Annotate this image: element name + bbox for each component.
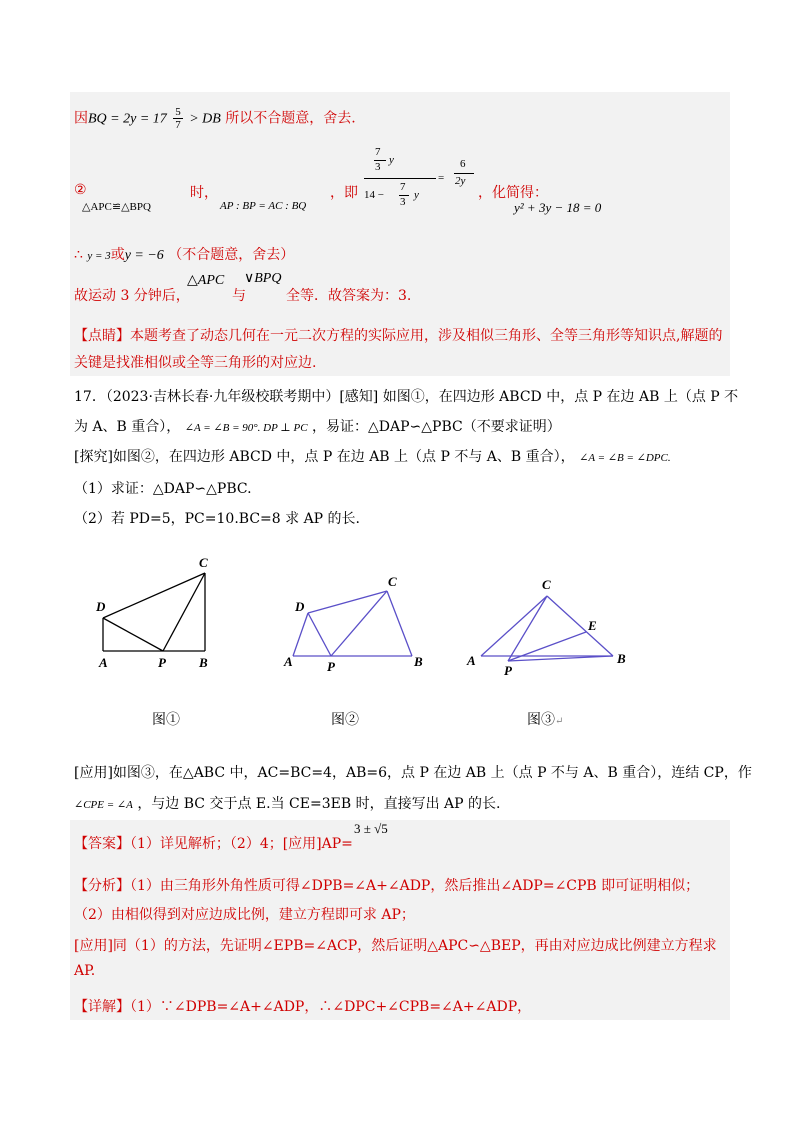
quadratic-equation: y² + 3y − 18 = 0 <box>514 200 602 215</box>
problem-line-4: （1）求证：△DAP∽△PBC. <box>74 481 252 497</box>
fig2-label-D: D <box>295 599 305 614</box>
analysis-label: 【分析】 <box>74 878 130 894</box>
fig1-label-A: A <box>99 655 108 670</box>
figure-1 <box>103 573 205 651</box>
app-line-1: [应用]如图③，在△ABC 中，AC=BC=4，AB=6，点 P 在边 AB 上（点 P 不与 A、B 重合），连结 CP，作 <box>74 765 752 781</box>
math-expr: BQ = 2y = 17 <box>88 111 167 127</box>
ji-text: ，即 <box>330 185 358 201</box>
fig1-label-P: P <box>158 655 166 670</box>
analysis-line-2: （2）由相似得到对应边成比例，建立方程即可求 AP； <box>74 907 415 923</box>
problem-line-2-b: ，易证：△DAP∽△PBC（不要求证明） <box>312 419 561 435</box>
problem-line-2-math: ∠A = ∠B = 90°. DP ⊥ PC <box>184 422 308 434</box>
fig2-label-A: A <box>284 654 293 669</box>
detail-line-1 <box>74 996 531 1016</box>
frac-den: 7 <box>175 119 181 131</box>
fig1-caption: 图① <box>152 712 180 728</box>
frac-top-y: y <box>389 154 394 166</box>
figures <box>0 550 800 690</box>
frac-main-bar <box>364 178 436 179</box>
math-expr-after: > DB <box>189 111 221 127</box>
frac-bottom-den: 3 <box>400 196 406 208</box>
fig3-label-B: B <box>617 651 626 666</box>
fig3-label-P: P <box>504 663 512 678</box>
frac-top-num: 7 <box>375 146 381 158</box>
circ-number: ② <box>74 182 87 198</box>
and-text: 与 <box>232 288 246 304</box>
fig2-label-B: B <box>414 654 423 669</box>
problem-line-2-a: 为 A、B 重合）， <box>74 419 181 435</box>
problem-line-2 <box>74 416 561 436</box>
fig3-caption <box>527 709 563 729</box>
or-text: 或 <box>110 247 125 263</box>
fraction <box>173 106 183 131</box>
line4-suffix: 全等．故答案为：3. <box>286 288 412 304</box>
therefore: ∴ <box>74 247 83 263</box>
rhs-den: 2y <box>455 175 466 187</box>
comment-line-1: 【点睛】本题考查了动态几何在一元二次方程的实际应用，涉及相似三角形、全等三角形等知识点,解题的 <box>74 328 723 344</box>
detail-text-1: （1）∵∠DPB=∠A+∠ADP，∴∠DPC+∠CPB=∠A+∠ADP， <box>130 999 532 1015</box>
analysis-line-4: AP. <box>74 963 96 979</box>
fig3-label-C: C <box>542 577 551 592</box>
comment-line-2: 关键是找准相似或全等三角形的对应边. <box>74 355 317 371</box>
problem-line-3 <box>74 446 671 466</box>
problem-line-1: 17．（2023·吉林长春·九年级校联考期中）[感知] 如图①，在四边形 ABCD 中，点 P 在边 AB 上（点 P 不 <box>74 389 739 405</box>
app-line-2 <box>74 793 500 813</box>
triangle-apc: △APC <box>187 273 225 288</box>
fig3-caption-text: 图③ <box>527 712 555 728</box>
figure-2 <box>293 591 412 656</box>
analysis-line-1 <box>74 875 699 895</box>
paragraph-mark: ↵ <box>555 716 564 727</box>
fig2-caption: 图② <box>331 712 359 728</box>
frac-top-den: 3 <box>375 161 381 173</box>
answer-label: 【答案】 <box>74 836 130 852</box>
fig1-label-C: C <box>199 555 208 570</box>
frac-bottom-num: 7 <box>400 181 406 193</box>
answer-line <box>74 833 353 853</box>
text-prefix: 因 <box>74 110 88 127</box>
fig1-label-B: B <box>199 655 208 670</box>
congruence-cond: △APC≌△BPQ <box>82 201 151 213</box>
frac-num: 5 <box>175 106 181 118</box>
answer-value: 3 ± √5 <box>354 821 388 836</box>
answer-text: （1）详见解析；（2）4；[应用]AP= <box>130 836 353 852</box>
frac-bottom-text: 14 − <box>364 189 384 201</box>
frac-bottom-y: y <box>414 189 419 201</box>
analysis-text-1: （1）由三角形外角性质可得∠DPB=∠A+∠ADP，然后推出∠ADP=∠CPB 即可证明相似； <box>130 878 700 894</box>
rhs-bar <box>454 173 474 174</box>
ratio-cond: AP : BP = AC : BQ <box>220 200 307 212</box>
when-text: 时， <box>190 185 218 201</box>
text-suffix: 所以不合题意，舍去. <box>225 110 356 127</box>
reject-note: （不合题意，舍去） <box>168 247 295 263</box>
solution-line-3 <box>74 244 294 264</box>
solution-y1: y = 3 <box>87 250 111 262</box>
fig3-label-A: A <box>467 653 476 668</box>
solution-line-1 <box>74 106 356 131</box>
fig2-label-C: C <box>388 574 397 589</box>
triangle-bpq: ∨BPQ <box>244 271 282 286</box>
equals-sign: = <box>438 172 445 184</box>
simplify-text: ，化简得： <box>478 185 548 201</box>
app-line-2-math: ∠CPE = ∠A <box>74 799 133 811</box>
fig2-label-P: P <box>327 659 335 674</box>
fig1-label-D-text: D <box>96 599 106 614</box>
analysis-line-3: [应用]同（1）的方法，先证明∠EPB=∠ACP，然后证明△APC∽△BEP，再由对应边成比例建立方程求 <box>74 938 717 954</box>
solution-y2: y = −6 <box>124 248 164 263</box>
rhs-num: 6 <box>460 158 466 170</box>
app-line-2-b: ，与边 BC 交于点 E.当 CE=3EB 时，直接写出 AP 的长. <box>137 796 501 812</box>
detail-label: 【详解】 <box>74 999 130 1015</box>
problem-line-5: （2）若 PD=5，PC=10.BC=8 求 AP 的长. <box>74 511 360 527</box>
problem-line-3-a: [探究]如图②，在四边形 ABCD 中，点 P 在边 AB 上（点 P 不与 A、B 重合）， <box>74 449 575 465</box>
fig3-label-E: E <box>588 618 597 633</box>
line4-prefix: 故运动 3 分钟后， <box>74 288 190 304</box>
problem-line-3-math: ∠A = ∠B = ∠DPC. <box>579 452 671 464</box>
